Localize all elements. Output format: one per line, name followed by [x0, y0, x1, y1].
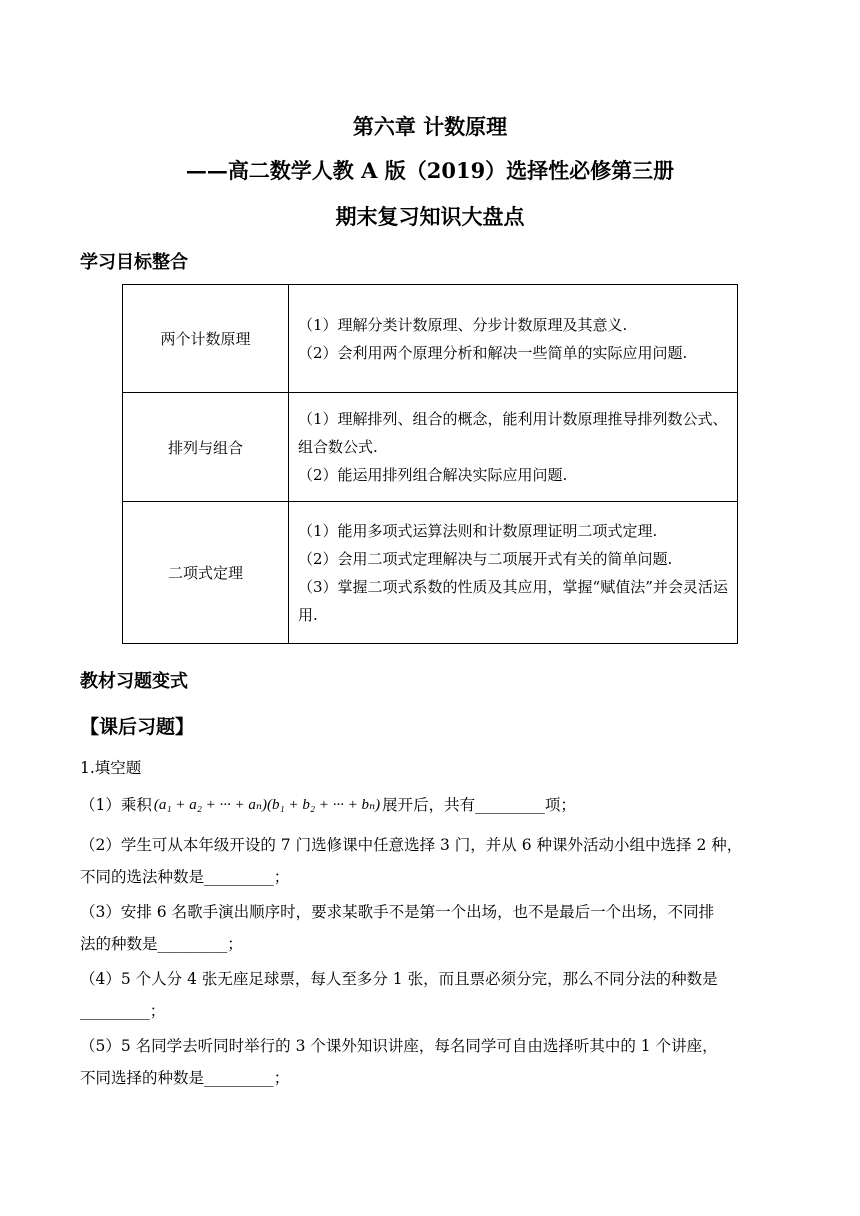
chapter-title: 第六章 计数原理	[352, 114, 508, 139]
goal-item: （1）理解排列、组合的概念，能利用计数原理推导排列数公式、组合数公式.	[298, 410, 728, 456]
question-text: 展开后，共有_________项；	[382, 796, 576, 814]
question-1	[80, 789, 785, 821]
question-text: （4）5 个人分 4 张无座足球票，每人至多分 1 张，而且票必须分完，那么不同分法的种数是	[80, 970, 718, 988]
question-5	[80, 1030, 785, 1094]
table-cell-description	[289, 393, 738, 502]
goal-item: （1）能用多项式运算法则和计数原理证明二项式定理.	[298, 521, 658, 540]
learning-goals-table	[122, 284, 738, 644]
table-row	[123, 502, 738, 644]
section-heading-exercises: 教材习题变式	[80, 671, 188, 692]
table-cell-topic: 两个计数原理	[123, 285, 289, 393]
table-cell-description	[289, 285, 738, 393]
table-row	[123, 285, 738, 393]
question-4	[80, 963, 785, 1027]
question-text: 不同选择的种数是_________；	[80, 1069, 290, 1087]
goal-item: （3）掌握二项式系数的性质及其应用，掌握“赋值法”并会灵活运用.	[298, 577, 728, 624]
subsection-heading: 【课后习题】	[80, 716, 195, 738]
goal-item: （2）会用二项式定理解决与二项展开式有关的简单问题.	[298, 549, 673, 568]
question-3	[80, 896, 785, 960]
question-text: 不同的选法种数是_________；	[80, 868, 290, 886]
question-type-label: 1.填空题	[80, 759, 142, 777]
table-cell-topic: 排列与组合	[123, 393, 289, 502]
question-text: （1）乘积	[80, 796, 152, 814]
goal-item: （2）会利用两个原理分析和解决一些简单的实际应用问题.	[298, 343, 688, 362]
goal-item: （1）理解分类计数原理、分步计数原理及其意义.	[298, 315, 628, 334]
course-subtitle: ——高二数学人教 A 版（2019）选择性必修第三册	[185, 158, 675, 183]
question-text: （5）5 名同学去听同时举行的 3 个课外知识讲座，每名同学可自由选择听其中的 1 个讲座，	[80, 1037, 718, 1055]
question-text: （3）安排 6 名歌手演出顺序时，要求某歌手不是第一个出场，也不是最后一个出场，不同排	[80, 903, 715, 921]
table-row	[123, 393, 738, 502]
table-cell-description	[289, 502, 738, 644]
review-title: 期末复习知识大盘点	[335, 204, 525, 229]
table-cell-topic: 二项式定理	[123, 502, 289, 644]
section-heading-goals: 学习目标整合	[80, 252, 188, 273]
question-2	[80, 829, 785, 893]
question-text: 法的种数是_________；	[80, 935, 243, 953]
question-text: _________；	[80, 1002, 166, 1020]
math-expression: (a₁ + a₂ + ··· + aₙ)(b₁ + b₂ + ··· + bₙ)	[153, 797, 381, 813]
goal-item: （2）能运用排列组合解决实际应用问题.	[298, 466, 568, 484]
question-text: （2）学生可从本年级开设的 7 门选修课中任意选择 3 门，并从 6 种课外活动小组中选择 2 种，	[80, 836, 743, 854]
